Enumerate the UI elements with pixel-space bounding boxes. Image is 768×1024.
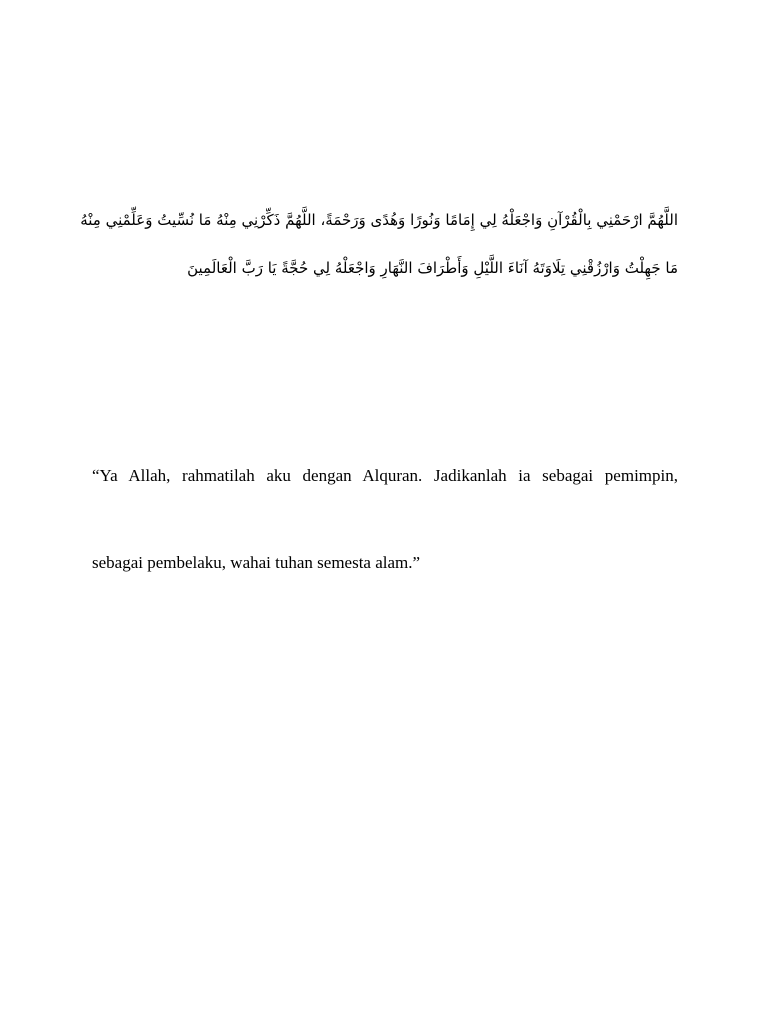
translation-line-2: sebagai pembelaku, wahai tuhan semesta alam.” (92, 553, 421, 572)
arabic-line-1: اللَّهُمَّ ارْحَمْنِي بِالْقُرْآنِ وَاجْعَلْهُ لِي إِمَامًا وَنُورًا وَهُدًى وَرَحْمَةً، اللَّهُمَّ ذَكِّرْنِي مِنْهُ مَا نُسِّيتُ وَعَلِّمْنِي مِنْهُ (80, 211, 678, 229)
arabic-line-2: مَا جَهِلْتُ وَارْزُقْنِي تِلَاوَتَهُ آنَاءَ اللَّيْلِ وَأَطْرَافَ النَّهَارِ وَاجْعَلْهُ لِي حُجَّةً يَا رَبَّ الْعَالَمِينَ (187, 259, 678, 277)
arabic-prayer-text (80, 196, 678, 292)
translation-line-1: “Ya Allah, rahmatilah aku dengan Alquran. Jadikanlah ia sebagai pemimpin, (92, 466, 678, 485)
